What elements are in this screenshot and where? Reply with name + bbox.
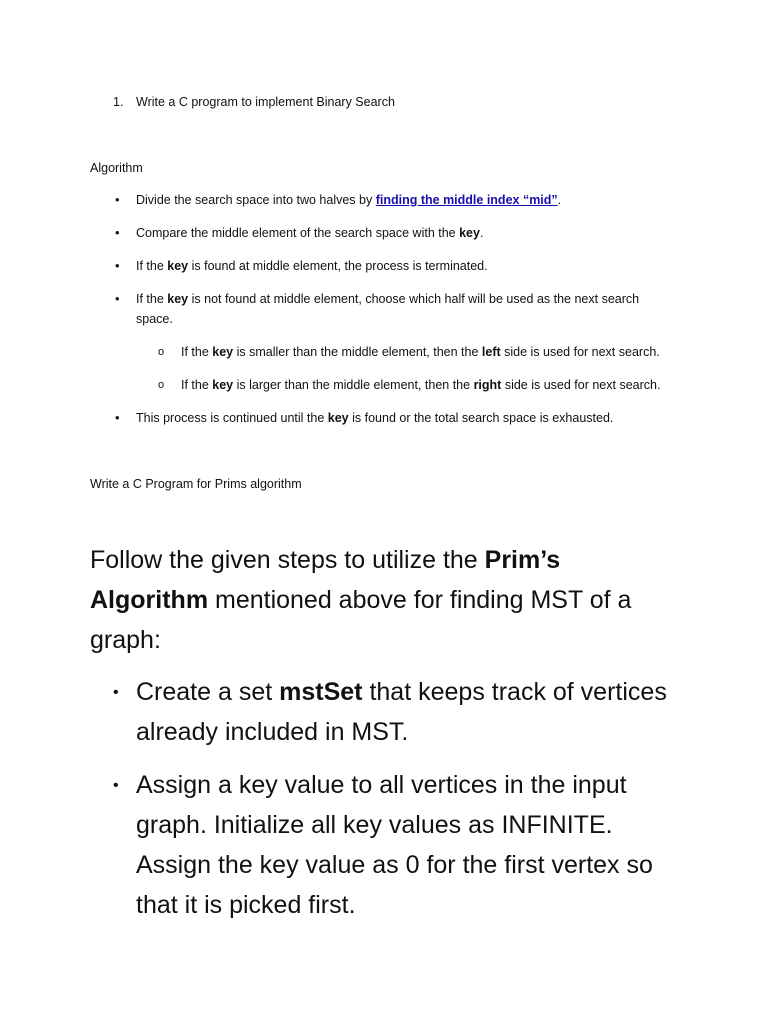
- bullet-icon: •: [115, 225, 120, 240]
- bullet-not-found: If the key is not found at middle element, choose which half will be used as the next search: [136, 292, 640, 306]
- sub-bullet-smaller: If the key is smaller than the middle element, then the left side is used for next search.: [181, 345, 660, 359]
- bullet-not-found-continued: space.: [136, 312, 173, 326]
- list-number: 1.: [113, 95, 124, 109]
- middle-index-link[interactable]: finding the middle index “mid”: [375, 193, 558, 207]
- bullet-compare: Compare the middle element of the search space with the key.: [136, 226, 484, 240]
- bullet-icon: •: [113, 684, 119, 701]
- bullet-icon: •: [115, 291, 120, 306]
- bullet-divide: Divide the search space into two halves by finding the middle index “mid”.: [136, 193, 562, 207]
- prims-intro: Follow the given steps to utilize the Prim’s Algorithm mentioned above for finding MST of a graph:: [90, 546, 632, 654]
- prims-step-mstset: Create a set mstSet that keeps track of vertices already included in MST.: [136, 678, 667, 746]
- bullet-continue: This process is continued until the key is found or the total search space is exhausted.: [136, 411, 614, 425]
- sub-bullet-icon: o: [158, 346, 165, 358]
- question-2-text: Write a C Program for Prims algorithm: [90, 477, 302, 491]
- bullet-icon: •: [115, 258, 120, 273]
- bullet-icon: •: [115, 410, 120, 425]
- algorithm-heading: Algorithm: [90, 161, 143, 175]
- bullet-icon: •: [113, 777, 119, 794]
- question-1-text: Write a C program to implement Binary Search: [136, 95, 395, 109]
- bullet-icon: •: [115, 192, 120, 207]
- sub-bullet-icon: o: [158, 379, 165, 391]
- sub-bullet-larger: If the key is larger than the middle element, then the right side is used for next search.: [181, 378, 661, 392]
- prims-step-key-values: Assign a key value to all vertices in the input graph. Initialize all key values as INFINITE. Assign the key value as 0 for the first vertex so that it is picked first.: [136, 771, 653, 919]
- bullet-found: If the key is found at middle element, the process is terminated.: [136, 259, 488, 273]
